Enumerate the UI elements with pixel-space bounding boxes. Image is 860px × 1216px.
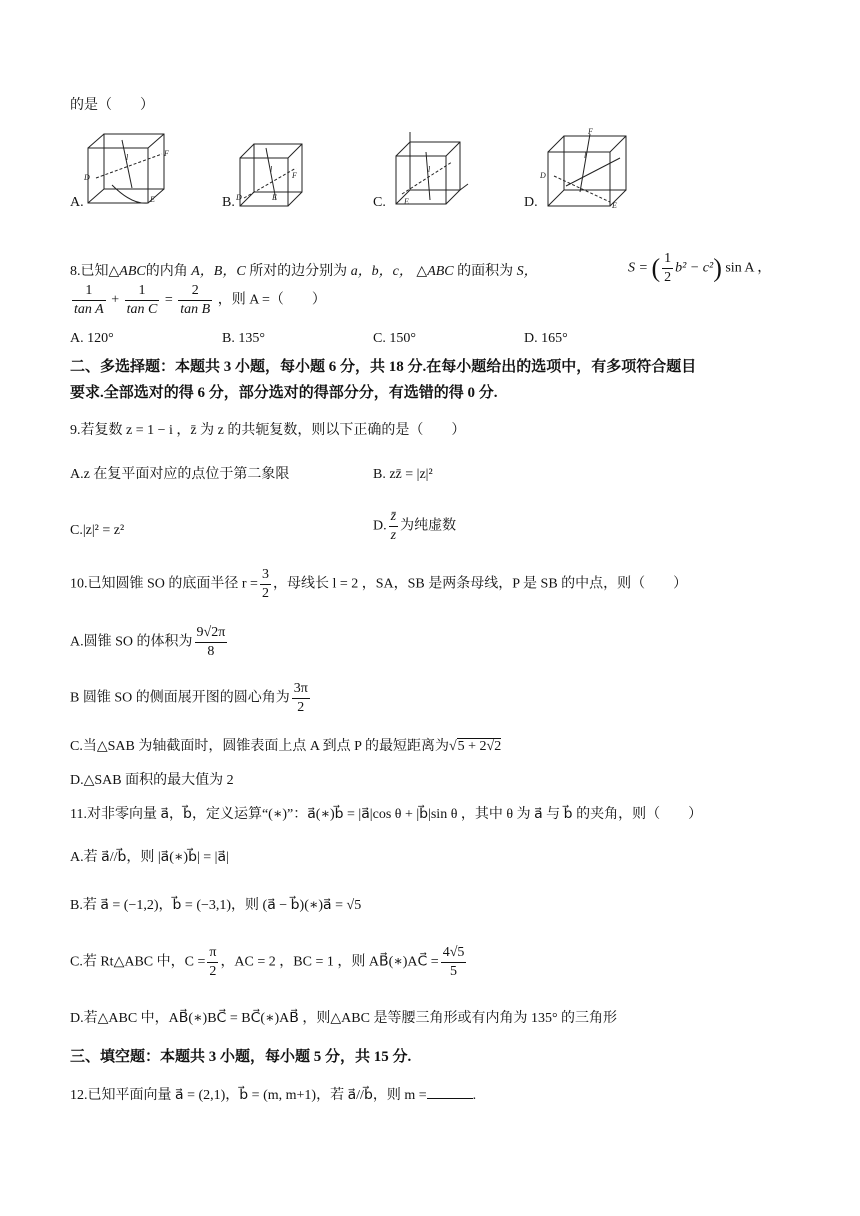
section-2-heading-cont: 要求.全部选对的得 6 分，部分选对的得部分分，有选错的得 0 分. (70, 385, 498, 401)
volume-fraction (195, 624, 228, 661)
option-text: C.当△SAB 为轴截面时，圆锥表面上点 A 到点 P 的最短距离为 (70, 739, 449, 754)
option-text: A.圆锥 SO 的体积为 (70, 634, 193, 650)
q8-triangle: ABC (427, 264, 454, 279)
q8-area: S， (516, 264, 538, 279)
q7-option-a: A. (70, 195, 84, 210)
q8-condition (70, 282, 326, 319)
frac-num: 2 (178, 282, 212, 301)
paren-left: ( (651, 253, 661, 283)
frac-den: 2 (209, 964, 217, 979)
q11-option-d: D.若△ABC 中，AB⃗(∗)BC⃗ = BC⃗(∗)AB⃗ ，则△ABC 是等腰三角形或有内角为 135° 的三角形 (70, 1011, 618, 1026)
q8-condition-tail: ，则 A =（ ） (217, 292, 326, 308)
option-text: 为纯虚数 (400, 518, 457, 534)
cube-figure-c (390, 132, 470, 210)
option-text: C.若 Rt△ABC 中，C = (70, 954, 206, 970)
q8-stem (70, 263, 538, 281)
q9-stem: 9.若复数 z = 1 − i ，z̄ 为 z 的共轭复数，则以下正确的是（ ） (70, 423, 466, 438)
q11-stem: 11.对非零向量 a⃗，b⃗，定义运算“(∗)”：a⃗(∗)b⃗ = |a⃗|cos θ + |b⃗|sin θ ，其中 θ 为 a⃗ 与 b⃗ 的夹角，则（ ） (70, 807, 703, 822)
plus-sign: + (111, 292, 120, 308)
q10-stem (70, 566, 687, 603)
q8-text: 的内角 (145, 264, 188, 279)
section-3-heading: 三、填空题：本题共 3 小题，每小题 5 分，共 15 分. (70, 1049, 412, 1065)
frac-den: tan A (74, 302, 104, 317)
q8-option-c: C. 150° (373, 331, 416, 346)
q8-area-formula (628, 250, 771, 287)
svg-text:D: D (84, 173, 90, 182)
q8-formula-tail: sin A ， (725, 260, 772, 276)
svg-text:F: F (292, 171, 297, 180)
q10-option-b (70, 680, 312, 717)
q10-option-c (70, 738, 501, 756)
q12-text: 12.已知平面向量 a⃗ = (2,1)，b⃗ = (m, m+1)，若 a⃗//b⃗，则 m = (70, 1088, 427, 1103)
svg-text:l: l (584, 151, 587, 160)
frac-num: 1 (125, 282, 160, 301)
angle-fraction (292, 680, 310, 717)
q8-text: 的面积为 (457, 264, 514, 279)
svg-text:E: E (272, 193, 277, 202)
q8-angles: A，B，C (191, 264, 246, 279)
paren-right: ) (713, 253, 722, 283)
q12-stem (70, 1084, 476, 1105)
frac-num: 4√5 (441, 944, 467, 963)
svg-text:D: D (540, 171, 546, 180)
q8-triangle: ABC (119, 264, 146, 279)
q11-option-b: B.若 a⃗ = (−1,2)，b⃗ = (−3,1)，则 (a⃗ − b⃗)(∗)a⃗ = √5 (70, 898, 362, 913)
q8-sides: a，b，c， (350, 264, 413, 279)
fraction-1-over-tanA (72, 282, 106, 319)
frac-den: 2 (261, 586, 269, 601)
option-text: ，AC = 2 ，BC = 1 ，则 AB⃗(∗)AC⃗ = (220, 954, 439, 970)
q10-option-a (70, 624, 229, 661)
q9-option-a: A.z 在复平面对应的点位于第二象限 (70, 467, 290, 482)
frac-den: 2 (297, 700, 305, 715)
q10-option-d: D.△SAB 面积的最大值为 2 (70, 773, 234, 788)
q9-option-c: C.|z|² = z² (70, 523, 125, 538)
q11-option-a: A.若 a⃗//b⃗，则 |a⃗(∗)b⃗| = |a⃗| (70, 850, 229, 865)
q8-formula-body: b² − c² (675, 260, 714, 276)
cube-figure-a (82, 130, 172, 208)
q8-text: △ (416, 264, 428, 279)
sqrt-radicand: 5 + 2√2 (457, 739, 502, 754)
frac-den: tan B (180, 302, 211, 317)
frac-num: z̄ (389, 508, 398, 527)
frac-num: 3π (292, 680, 310, 699)
svg-text:l: l (428, 165, 431, 174)
svg-text:F: F (588, 127, 593, 136)
result-fraction (441, 944, 467, 981)
frac-den: 5 (450, 964, 458, 979)
q7-tail: 的是（ ） (70, 98, 154, 113)
cube-figure-b (236, 138, 306, 210)
svg-text:E: E (404, 197, 409, 206)
answer-blank[interactable] (427, 1084, 473, 1099)
q7-option-b: B. (222, 195, 235, 210)
frac-num: 1 (662, 250, 673, 269)
frac-den: 2 (664, 270, 672, 285)
cube-figure-d (540, 126, 632, 210)
q10-text: 10.已知圆锥 SO 的底面半径 r = (70, 576, 258, 592)
q11-option-c (70, 944, 468, 981)
sqrt-sign: √ (448, 739, 457, 754)
q8-text: 所对的边分别为 (249, 264, 348, 279)
section-2-heading: 二、多选择题：本题共 3 小题，每小题 6 分，共 18 分.在每小题给出的选项中，有多项符合题目 (70, 359, 697, 375)
frac-den: 8 (207, 644, 215, 659)
q12-end: . (472, 1088, 477, 1103)
half-fraction (662, 250, 673, 287)
q8-option-b: B. 135° (222, 331, 265, 346)
svg-text:l: l (126, 153, 129, 162)
frac-num: 3 (260, 566, 271, 585)
q7-option-c: C. (373, 195, 386, 210)
frac-den: tan C (126, 302, 158, 317)
frac-num: 9√2π (195, 624, 228, 643)
q7-option-d: D. (524, 195, 538, 210)
option-text: B 圆锥 SO 的侧面展开图的圆心角为 (70, 690, 290, 706)
svg-text:F: F (164, 149, 169, 158)
q8-formula-lhs: S = (628, 260, 648, 276)
svg-text:l: l (270, 165, 273, 174)
svg-text:E: E (612, 201, 617, 210)
svg-text:E: E (150, 195, 155, 204)
q8-option-a: A. 120° (70, 331, 114, 346)
q9-option-b: B. zz̄ = |z|² (373, 467, 433, 482)
q9-option-d (373, 508, 456, 545)
fraction-1-over-tanC (125, 282, 160, 319)
frac-den: z (390, 528, 397, 543)
equals-sign: = (164, 292, 173, 308)
q8-option-d: D. 165° (524, 331, 568, 346)
zbar-over-z-fraction (389, 508, 398, 545)
fraction-2-over-tanB (178, 282, 212, 319)
q8-text: 8.已知△ (70, 264, 120, 279)
pi-over-2-fraction (207, 944, 218, 981)
frac-num: π (207, 944, 218, 963)
radius-fraction (260, 566, 271, 603)
option-label: D. (373, 518, 387, 534)
frac-num: 1 (72, 282, 106, 301)
q10-text: ，母线长 l = 2 ，SA，SB 是两条母线，P 是 SB 的中点，则（ ） (272, 576, 688, 592)
svg-text:D: D (236, 193, 242, 202)
